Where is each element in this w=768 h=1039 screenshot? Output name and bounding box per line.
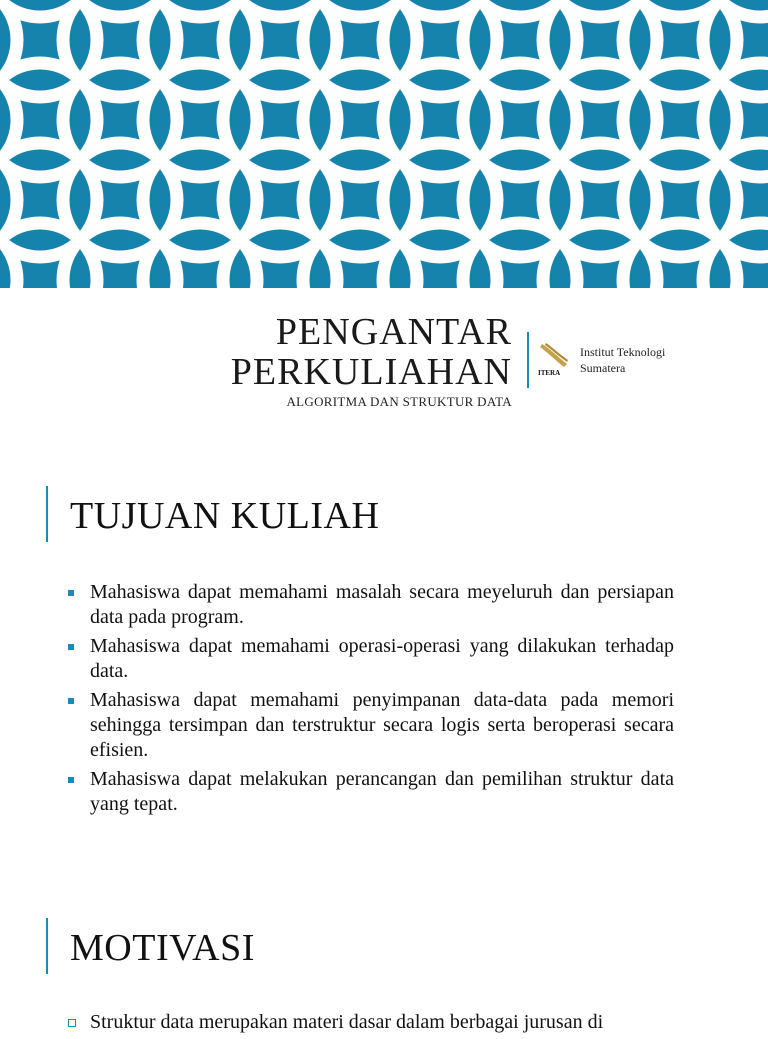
list-item (68, 1010, 674, 1035)
bullet-square-icon (68, 777, 74, 783)
bullet-hollow-square-icon (68, 1019, 76, 1027)
institution-line-1: Institut Teknologi (580, 345, 666, 359)
title-divider (527, 332, 529, 388)
section-heading-motivasi: MOTIVASI (70, 927, 255, 969)
list-item (68, 634, 674, 684)
list-item (68, 580, 674, 630)
bullet-text: Mahasiswa dapat melakukan perancangan dan pemilihan struktur data yang tepat. (90, 768, 674, 815)
institution-line-2: Sumatera (580, 361, 626, 375)
motivasi-bullet-list (68, 1010, 674, 1039)
section-heading-tujuan: TUJUAN KULIAH (70, 495, 380, 537)
bullet-text: Mahasiswa dapat memahami masalah secara meyeluruh dan persiapan data pada program. (90, 581, 674, 628)
logo-text: ITERA (538, 369, 561, 377)
title-line-1: PENGANTAR (275, 311, 512, 353)
list-item (68, 688, 674, 763)
tujuan-bullet-list (68, 580, 674, 821)
bullet-square-icon (68, 644, 74, 650)
bullet-text: Mahasiswa dapat memahami penyimpanan data-data pada memori sehingga tersimpan dan terstruktur secara logis serta beroperasi secara efisien. (90, 689, 674, 761)
itera-logo-icon (537, 338, 571, 378)
list-item (68, 767, 674, 817)
bullet-square-icon (68, 698, 74, 704)
section-accent-bar (46, 918, 48, 974)
bullet-square-icon (68, 590, 74, 596)
institution-name (580, 344, 665, 376)
decorative-ring-pattern (0, 0, 768, 288)
title-line-2: PERKULIAHAN (230, 351, 512, 393)
slide-title (231, 312, 512, 410)
section-accent-bar (46, 486, 48, 542)
slide-subtitle: ALGORITMA DAN STRUKTUR DATA (286, 394, 512, 409)
bullet-text: Struktur data merupakan materi dasar dalam berbagai jurusan di (90, 1011, 604, 1033)
bullet-text: Mahasiswa dapat memahami operasi-operasi yang dilakukan terhadap data. (90, 635, 674, 682)
